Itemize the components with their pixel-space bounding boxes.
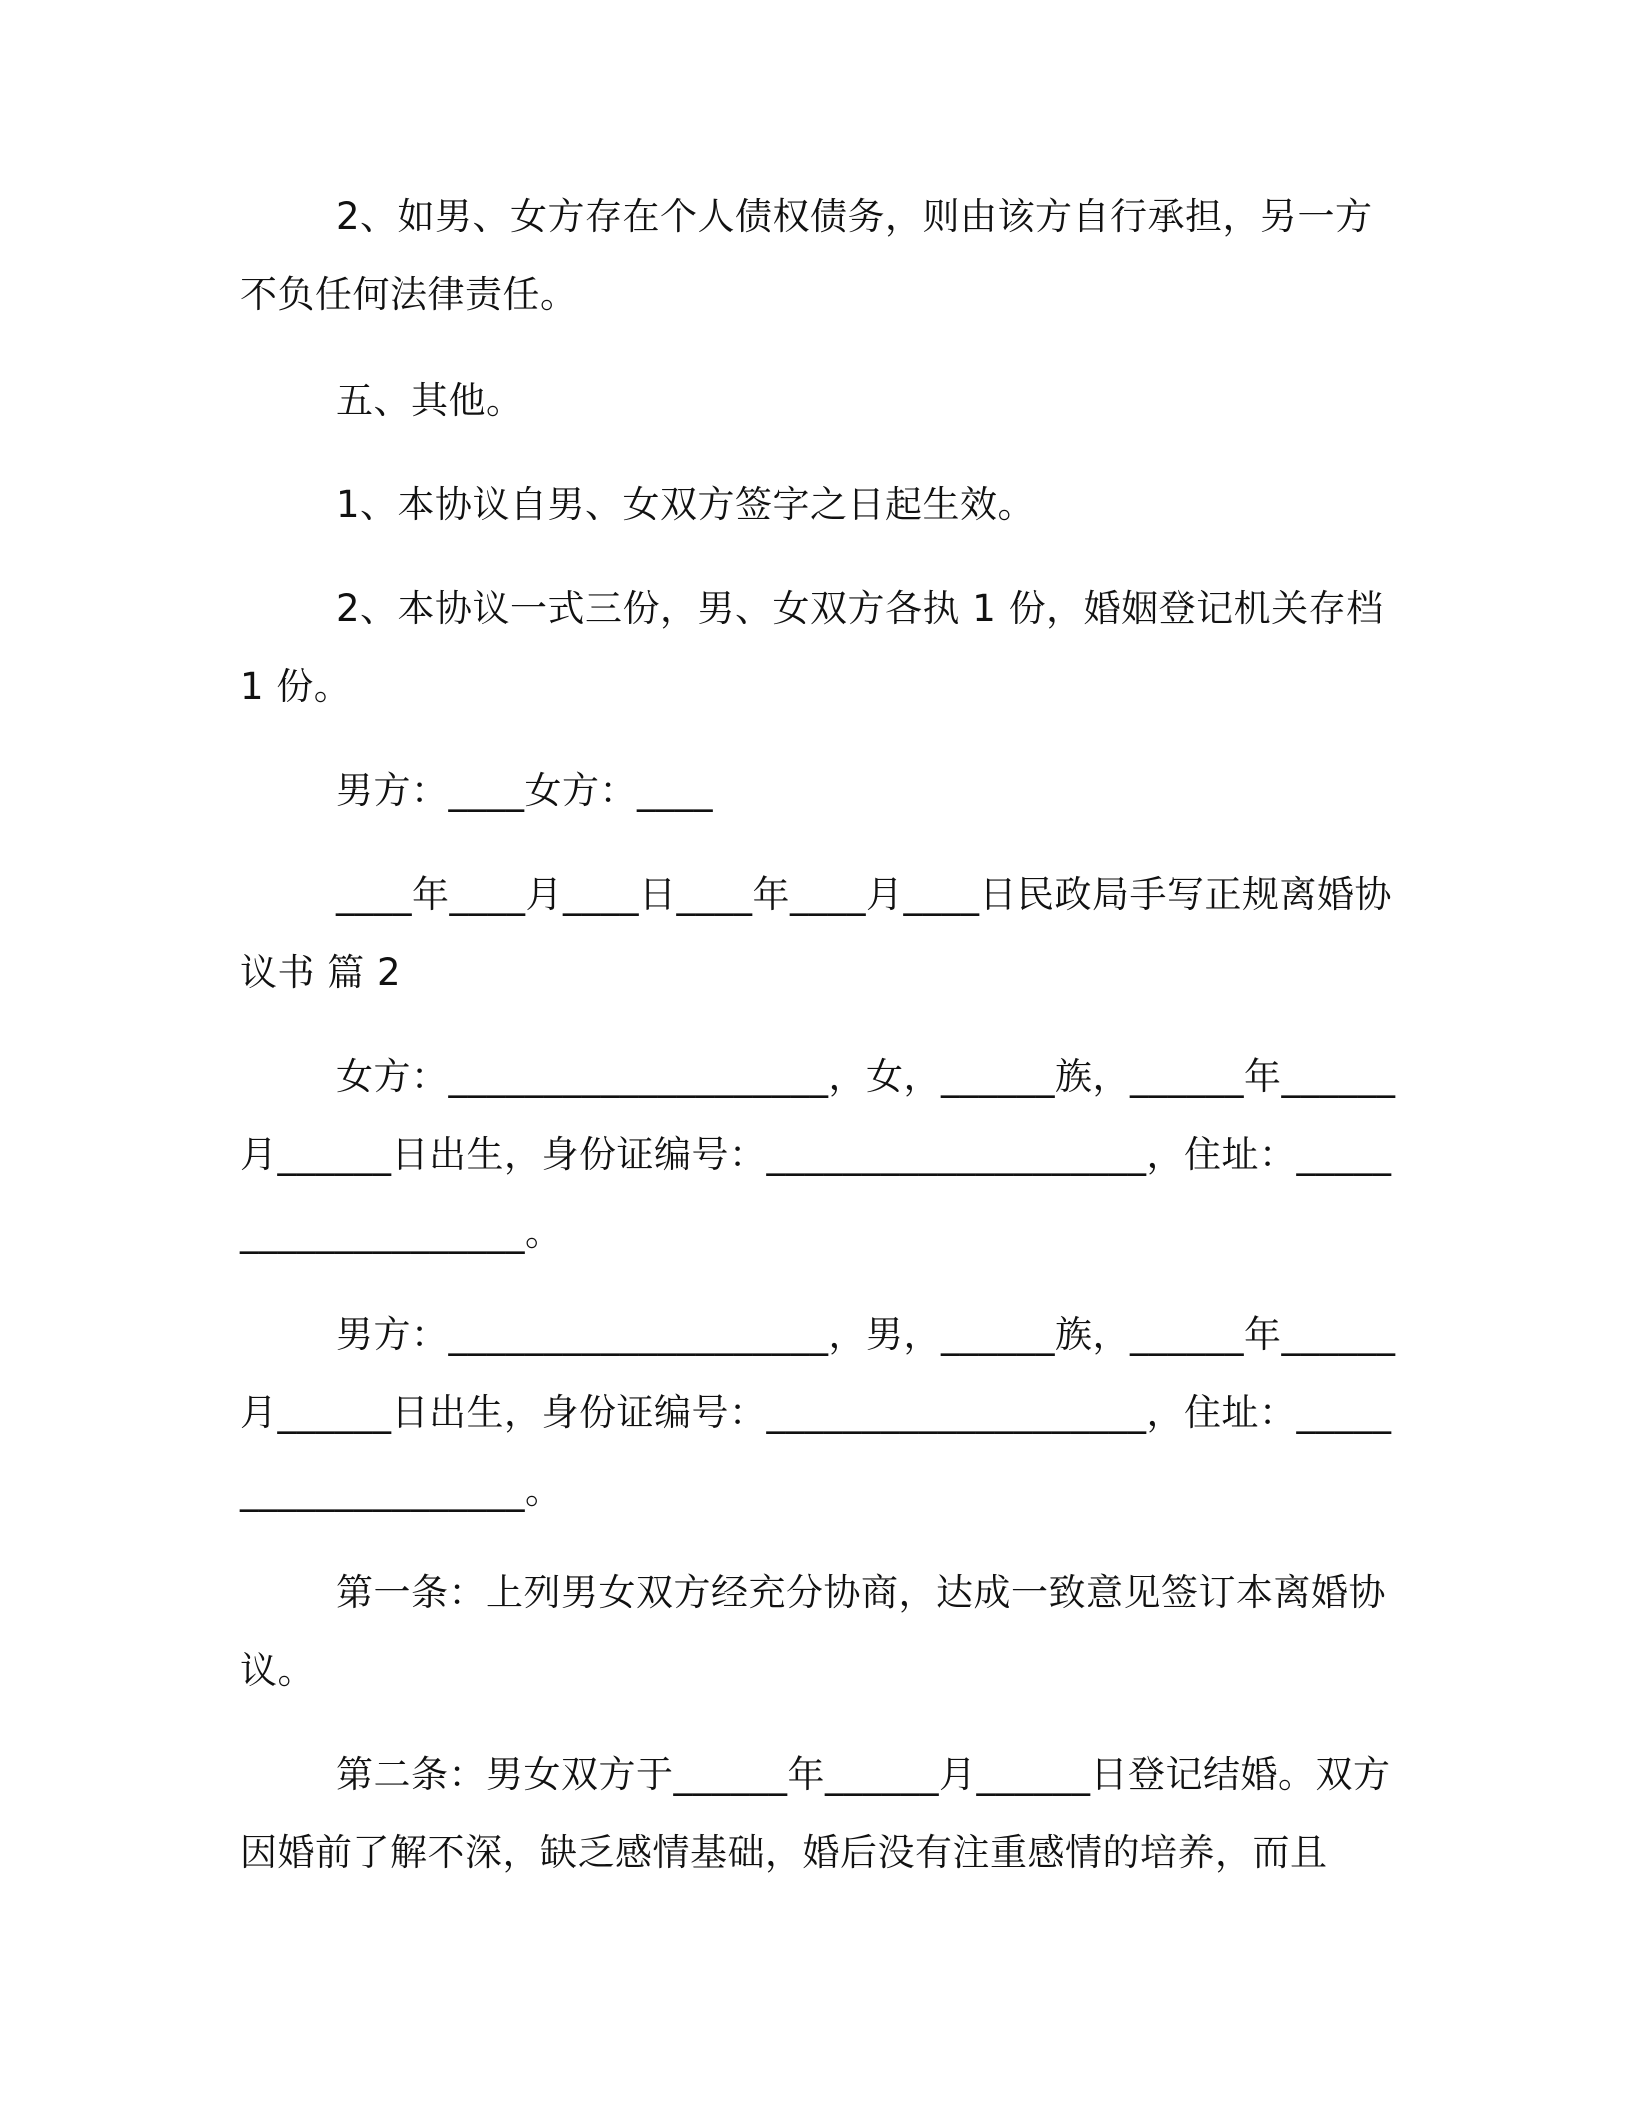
paragraph-article-two: 第二条：男女双方于______年______月______日登记结婚。双方因婚前了解不深，缺乏感情基础，婚后没有注重感情的培养，而且 <box>240 1753 1391 1874</box>
paragraph-date-and-heading: ____年____月____日____年____月____日民政局手写正规离婚协议书 篇 2 <box>240 873 1392 994</box>
paragraph-effective-clause: 1、本协议自男、女双方签字之日起生效。 <box>336 483 1036 526</box>
paragraph-article-one: 第一条：上列男女双方经充分协商，达成一致意见签订本离婚协议。 <box>240 1571 1386 1692</box>
paragraph-male-party-info: 男方：____________________，男，______族，______年______月______日出生，身份证编号：____________________，住址：____________________。 <box>240 1313 1396 1512</box>
paragraph-female-party-info: 女方：____________________，女，______族，______年______月______日出生，身份证编号：____________________，住址：____________________。 <box>240 1055 1396 1254</box>
paragraph-signature-line: 男方：____女方：____ <box>336 769 713 812</box>
paragraph-section-other: 五、其他。 <box>336 379 524 422</box>
paragraph-debt-clause: 2、如男、女方存在个人债权债务，则由该方自行承担，另一方不负任何法律责任。 <box>240 195 1373 316</box>
paragraph-copies-clause: 2、本协议一式三份，男、女双方各执 1 份，婚姻登记机关存档 1 份。 <box>240 587 1384 708</box>
